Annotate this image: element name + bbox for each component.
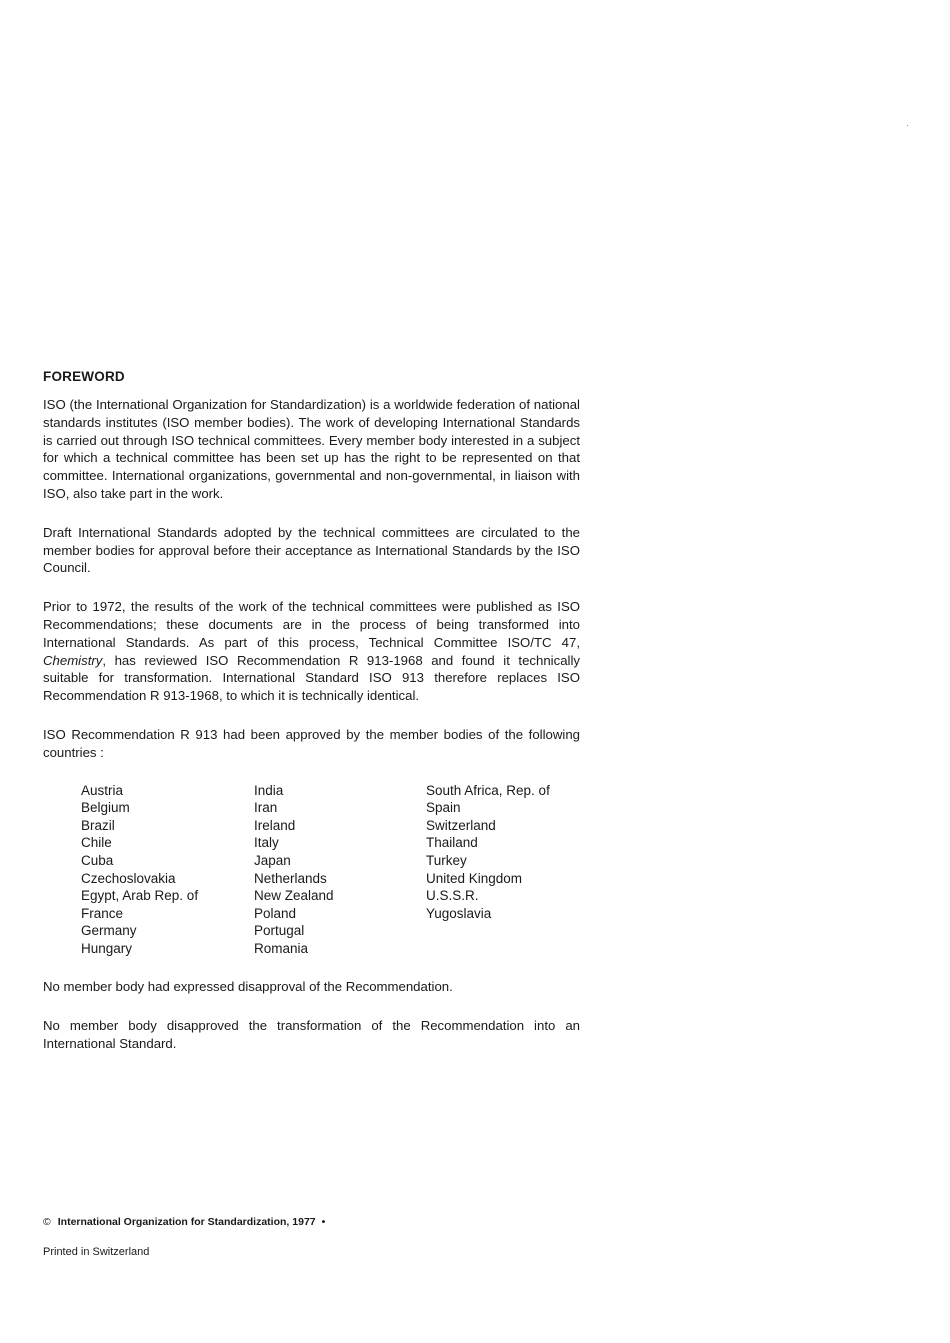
country-name: Thailand — [426, 835, 478, 851]
country-name: France — [81, 905, 124, 921]
country-name: Japan — [254, 852, 291, 868]
paragraph-transformation-part2: , has reviewed ISO Recommendation R 913-1968 and found it technically suitable for transformation. International Standard ISO 913 therefore replaces ISO Recommendation R 913-1968, to which it is technically identical. — [43, 652, 580, 704]
paragraph-no-disapproval-recommendation: No member body had expressed disapproval of the Recommendation. — [43, 979, 453, 995]
copyright-icon: © — [43, 1216, 51, 1228]
countries-list — [81, 782, 580, 958]
paragraph-iso-intro: ISO (the International Organization for Standardization) is a worldwide federation of national standards institutes (ISO member bodies). The work of developing International Standards is carried out through ISO technical committees. Every member body interested in a subject for which a technical committee has been set up has the right to be represented on that committee. International organizations, governmental and non-governmental, in liaison with ISO, also take part in the work. — [43, 397, 580, 501]
paragraph-approval-countries: ISO Recommendation R 913 had been approved by the member bodies of the following countries : — [43, 726, 580, 760]
country-name: Brazil — [81, 817, 115, 833]
countries-column-2 — [254, 782, 426, 958]
paragraph-draft-standards: Draft International Standards adopted by the technical committees are circulated to the member bodies for approval before their acceptance as International Standards by the ISO Council. — [43, 524, 580, 576]
country-name: Portugal — [254, 923, 305, 939]
country-name: Spain — [426, 800, 461, 816]
country-name: Italy — [254, 835, 279, 851]
country-name: Switzerland — [426, 817, 496, 833]
country-name: Netherlands — [254, 870, 327, 886]
copyright-line — [43, 1216, 325, 1228]
scan-speck: · — [906, 121, 909, 130]
paragraph-transformation-part1: Prior to 1972, the results of the work of the technical committees were published as ISO Recommendations; these documents are in the process of being transformed into International Standards. As part of this process, Technical Committee ISO/TC 47, — [43, 599, 580, 650]
country-name: Cuba — [81, 852, 114, 868]
country-name: Hungary — [81, 940, 133, 956]
country-name: Turkey — [426, 852, 467, 868]
country-name: Ireland — [254, 817, 296, 833]
country-name: Czechoslovakia — [81, 870, 176, 886]
copyright-text: International Organization for Standardization, 1977 — [57, 1216, 316, 1228]
committee-name-italic: Chemistry — [43, 652, 103, 668]
country-name: Austria — [81, 782, 124, 798]
country-name: Egypt, Arab Rep. of — [81, 888, 199, 904]
country-name: India — [254, 782, 284, 798]
country-name: U.S.S.R. — [426, 888, 479, 904]
country-name: Belgium — [81, 800, 130, 816]
country-name: Poland — [254, 905, 297, 921]
country-name: Chile — [81, 835, 112, 851]
paragraph-transformation — [43, 598, 580, 705]
bullet-icon: • — [321, 1216, 326, 1228]
countries-column-3 — [426, 782, 586, 958]
country-name: Yugoslavia — [426, 905, 492, 921]
country-name: South Africa, Rep. of — [426, 782, 550, 798]
countries-column-1 — [81, 782, 254, 958]
country-name: Germany — [81, 923, 137, 939]
paragraph-no-disapproval-transformation: No member body disapproved the transformation of the Recommendation into an International Standard. — [43, 1018, 580, 1052]
foreword-heading: FOREWORD — [43, 369, 125, 384]
country-name: Romania — [254, 940, 309, 956]
country-name: United Kingdom — [426, 870, 523, 886]
printed-in-line: Printed in Switzerland — [43, 1246, 150, 1258]
country-name: Iran — [254, 800, 278, 816]
foreword-section — [43, 368, 580, 1053]
country-name: New Zealand — [254, 888, 334, 904]
